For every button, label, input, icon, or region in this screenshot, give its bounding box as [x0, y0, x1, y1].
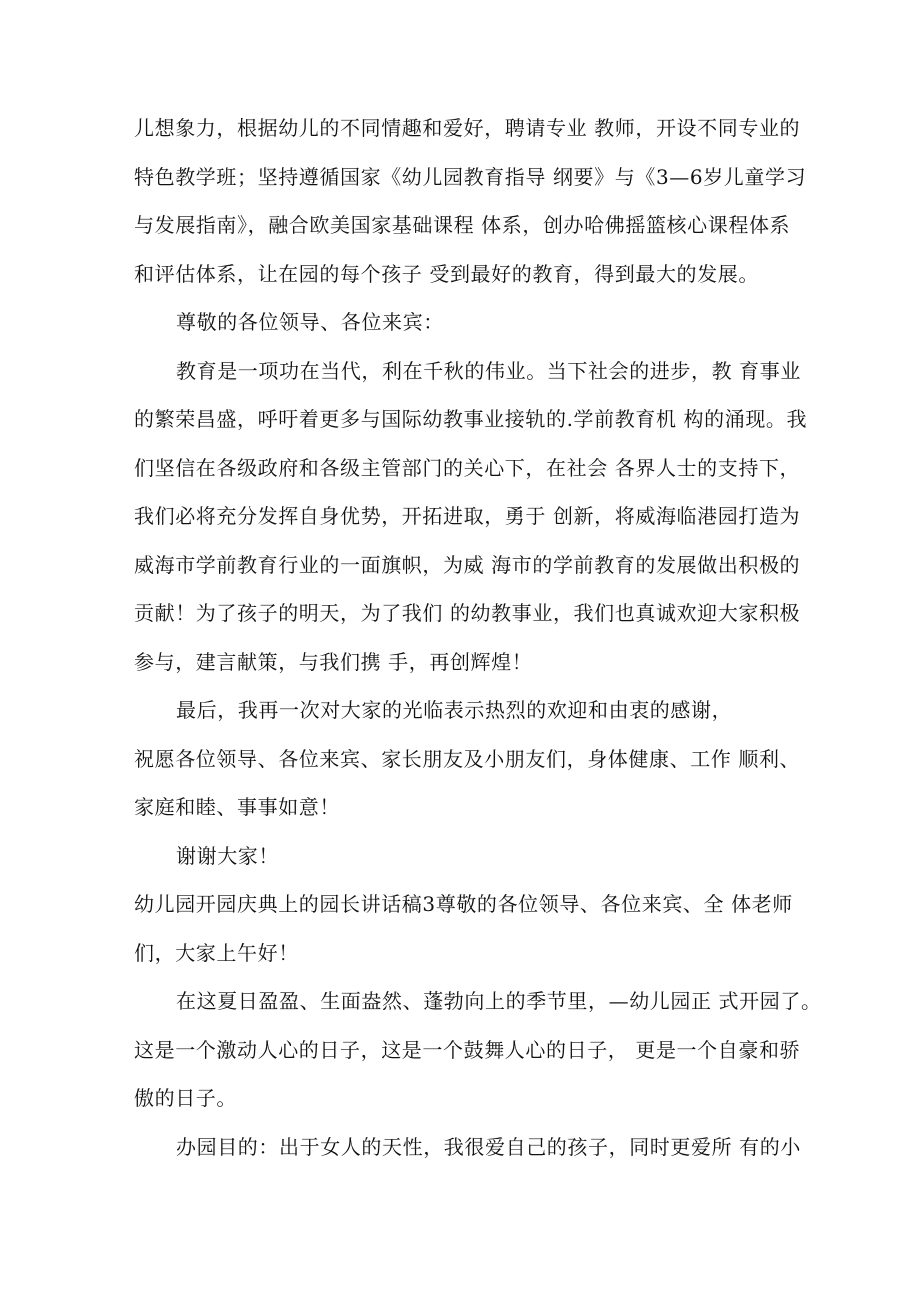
text-line: 这是一个激动人心的日子，这是一个鼓舞人心的日子， 更是一个自豪和骄 [134, 1037, 801, 1062]
text-line: 祝愿各位领导、各位来宾、家长朋友及小朋友们，身体健康、工作 顺利、 [134, 746, 801, 771]
text-line: 们，大家上午好！ [134, 940, 299, 965]
text-line: 幼儿园开园庆典上的园长讲话稿3尊敬的各位领导、各位来宾、全 体老师 [134, 892, 793, 916]
text-line: 儿想象力，根据幼儿的不同情趣和爱好，聘请专业 教师，开设不同专业的 [134, 116, 801, 140]
text-line: 家庭和睦、事事如意！ [134, 795, 340, 819]
text-line: 我们必将充分发挥自身优势，开拓进取，勇于 创新，将威海临港园打造为 [134, 504, 801, 528]
document-body [134, 104, 822, 1171]
text-line: 威海市学前教育行业的一面旗帜，为威 海市的学前教育的发展做出积极的 [134, 552, 801, 577]
text-line: 特色教学班；坚持遵循国家《幼儿园教育指导 纲要》与《3—6岁儿童学习 [134, 164, 807, 189]
text-line: 傲的日子。 [134, 1086, 237, 1110]
text-line: 最后，我再一次对大家的光临表示热烈的欢迎和由衷的感谢， [176, 698, 733, 722]
text-line: 在这夏日盈盈、生面盎然、蓬勃向上的季节里，—幼儿园正 式开园了。 [176, 989, 822, 1013]
text-line: 办园目的：出于女人的天性，我很爱自己的孩子，同时更爱所 有的小 [176, 1134, 801, 1159]
text-line: 教育是一项功在当代，利在千秋的伟业。当下社会的进步，教 育事业 [176, 358, 801, 383]
text-line: 参与，建言献策，与我们携 手，再创辉煌！ [134, 649, 533, 674]
text-line: 贡献！为了孩子的明天，为了我们 的幼教事业，我们也真诚欢迎大家积极 [134, 601, 801, 625]
text-line: 尊敬的各位领导、各位来宾： [176, 310, 444, 334]
text-line: 的繁荣昌盛，呼吁着更多与国际幼教事业接轨的.学前教育机 构的涌现。我 [134, 407, 808, 431]
text-line: 和评估体系，让在园的每个孩子 受到最好的教育，得到最大的发展。 [134, 261, 759, 286]
text-line: 们坚信在各级政府和各级主管部门的关心下，在社会 各界人士的支持下， [134, 455, 801, 480]
text-line: 谢谢大家！ [176, 843, 279, 868]
text-line: 与发展指南》，融合欧美国家基础课程 体系，创办哈佛摇篮核心课程体系 [134, 213, 791, 237]
